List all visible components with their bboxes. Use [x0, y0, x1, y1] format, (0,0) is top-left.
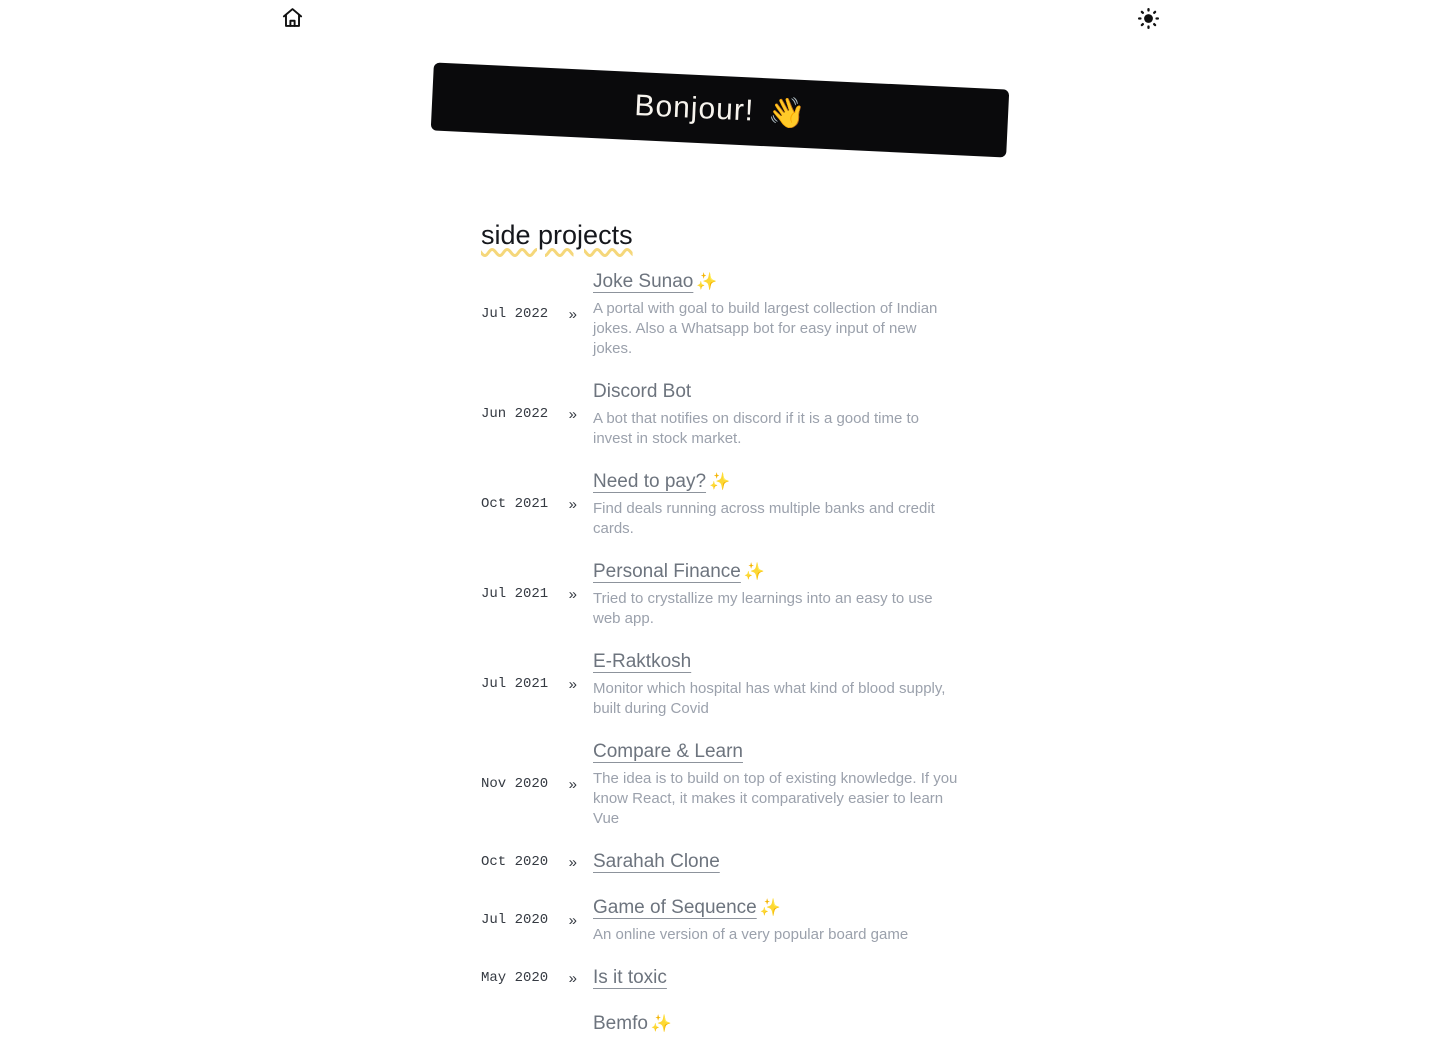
project-date — [481, 586, 577, 603]
project-row — [481, 269, 959, 359]
date-marker: » — [568, 495, 577, 513]
project-date — [481, 406, 577, 423]
project-date — [481, 496, 577, 513]
project-title-text: Discord Bot — [593, 381, 692, 402]
project-row — [481, 379, 959, 449]
project-description: The idea is to build on top of existing knowledge. If you know React, it makes it comparatively easier to learn Vue — [593, 770, 958, 827]
project-content — [593, 469, 959, 539]
project-title-text: Personal Finance — [593, 561, 741, 582]
project-description: A bot that notifies on discord if it is a good time to invest in stock market. — [593, 410, 920, 447]
project-title-link — [593, 1011, 672, 1037]
project-date-text: Oct 2021 — [481, 496, 549, 512]
project-content — [593, 379, 959, 449]
project-row — [481, 469, 959, 539]
project-date-text: Jul 2021 — [481, 586, 549, 602]
project-content — [593, 1011, 959, 1037]
project-title-link[interactable] — [593, 849, 720, 875]
home-button[interactable] — [280, 8, 304, 32]
project-title-text: Need to pay? — [593, 471, 707, 492]
project-date-text: Nov 2020 — [481, 776, 549, 792]
project-date-text: May 2020 — [481, 970, 549, 986]
project-title-link[interactable] — [593, 649, 691, 675]
project-list — [481, 269, 959, 1037]
project-content — [593, 739, 959, 829]
project-title-link[interactable] — [593, 739, 743, 765]
project-description: Tried to crystallize my learnings into an easy to use web app. — [593, 590, 933, 627]
sparkles-icon: ✨ — [696, 272, 718, 291]
date-marker: » — [568, 675, 577, 693]
project-date-text: Oct 2020 — [481, 854, 549, 870]
project-content — [593, 895, 959, 945]
date-marker: » — [568, 305, 577, 323]
project-date-text: Jul 2022 — [481, 306, 549, 322]
project-date — [481, 912, 577, 929]
project-title-text: Joke Sunao — [593, 271, 694, 292]
project-content — [593, 559, 959, 629]
project-row — [481, 895, 959, 945]
project-title-link[interactable] — [593, 895, 781, 921]
project-row — [481, 1011, 959, 1037]
project-description: Find deals running across multiple banks and credit cards. — [593, 500, 935, 537]
top-nav — [0, 0, 1440, 40]
greeting-text: Bonjour! — [633, 88, 755, 128]
date-marker: » — [568, 853, 577, 871]
project-title-link[interactable] — [593, 269, 718, 295]
page-title: side projects — [481, 220, 633, 250]
project-title-link[interactable] — [593, 559, 765, 585]
project-date — [481, 676, 577, 693]
date-marker: » — [568, 775, 577, 793]
project-description: An online version of a very popular board game — [593, 926, 909, 943]
sparkles-icon: ✨ — [759, 898, 781, 917]
project-date — [481, 776, 577, 793]
project-title-link[interactable] — [593, 469, 730, 495]
project-description: Monitor which hospital has what kind of blood supply, built during Covid — [593, 680, 946, 717]
date-marker: » — [568, 405, 577, 423]
project-row — [481, 739, 959, 829]
date-marker: » — [568, 585, 577, 603]
project-content — [593, 849, 959, 875]
project-date-text: Jul 2020 — [481, 912, 549, 928]
project-content — [593, 649, 959, 719]
project-title-text: Is it toxic — [593, 967, 667, 988]
project-date — [481, 306, 577, 323]
project-row — [481, 849, 959, 875]
sparkles-icon: ✨ — [709, 472, 731, 491]
project-content — [593, 965, 959, 991]
waving-hand-icon: 👋 — [767, 95, 807, 131]
sun-icon — [1137, 7, 1160, 33]
sparkles-icon: ✨ — [743, 562, 766, 581]
project-row — [481, 559, 959, 629]
project-description: A portal with goal to build largest collection of Indian jokes. Also a Whatsapp bot for easy input of new jokes. — [593, 300, 938, 357]
project-title-text: Game of Sequence — [593, 897, 757, 918]
project-content — [593, 269, 959, 359]
sparkles-icon: ✨ — [650, 1014, 673, 1033]
project-title-link — [593, 379, 691, 405]
project-date-text: Jul 2021 — [481, 676, 549, 692]
date-marker: » — [568, 911, 577, 929]
project-title-text: Sarahah Clone — [593, 851, 720, 872]
project-row — [481, 965, 959, 991]
project-date — [481, 854, 577, 871]
date-marker: » — [568, 969, 577, 987]
project-title-text: Compare & Learn — [593, 741, 743, 762]
theme-toggle-button[interactable] — [1136, 8, 1160, 32]
project-title-link[interactable] — [593, 965, 667, 991]
main-content — [481, 144, 959, 1037]
project-row — [481, 649, 959, 719]
home-icon — [281, 6, 304, 34]
project-date-text: Jun 2022 — [481, 406, 549, 422]
project-title-text: E-Raktkosh — [593, 651, 692, 672]
project-date — [481, 970, 577, 987]
project-title-text: Bemfo — [593, 1013, 648, 1034]
